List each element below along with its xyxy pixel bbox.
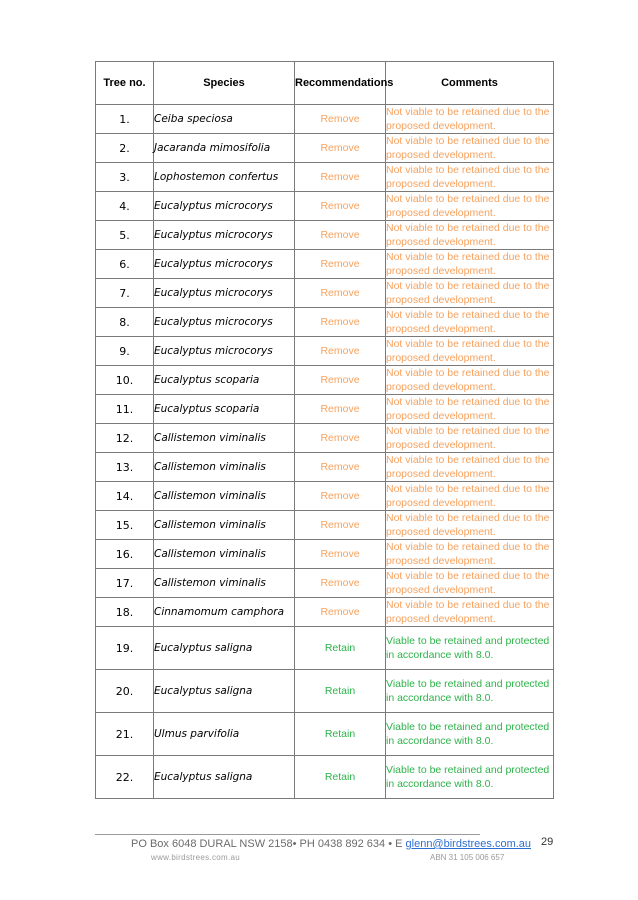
tree-number-cell: 18. <box>96 598 154 627</box>
recommendation-cell: Remove <box>295 569 386 598</box>
header-species: Species <box>154 62 295 105</box>
tree-number-cell: 22. <box>96 756 154 799</box>
tree-number-cell: 1. <box>96 105 154 134</box>
tree-number-cell: 19. <box>96 627 154 670</box>
tree-number-cell: 16. <box>96 540 154 569</box>
footer-divider <box>95 834 480 835</box>
species-cell: Eucalyptus scoparia <box>154 395 295 424</box>
comment-cell: Not viable to be retained due to the proposed development. <box>386 540 554 569</box>
comment-cell: Not viable to be retained due to the proposed development. <box>386 598 554 627</box>
species-cell: Callistemon viminalis <box>154 569 295 598</box>
recommendation-cell: Remove <box>295 250 386 279</box>
species-cell: Eucalyptus microcorys <box>154 337 295 366</box>
tree-number-cell: 2. <box>96 134 154 163</box>
comment-cell: Not viable to be retained due to the proposed development. <box>386 279 554 308</box>
table-row <box>96 598 554 627</box>
comment-cell: Not viable to be retained due to the proposed development. <box>386 337 554 366</box>
page-number: 29 <box>541 836 554 848</box>
table-row <box>96 756 554 799</box>
species-cell: Callistemon viminalis <box>154 482 295 511</box>
species-cell: Cinnamomum camphora <box>154 598 295 627</box>
recommendation-cell: Remove <box>295 424 386 453</box>
recommendation-cell: Remove <box>295 482 386 511</box>
table-row <box>96 366 554 395</box>
tree-number-cell: 12. <box>96 424 154 453</box>
comment-cell: Viable to be retained and protected in accordance with 8.0. <box>386 627 554 670</box>
table-row <box>96 134 554 163</box>
comment-cell: Not viable to be retained due to the proposed development. <box>386 250 554 279</box>
species-cell: Ceiba speciosa <box>154 105 295 134</box>
species-cell: Eucalyptus saligna <box>154 627 295 670</box>
comment-cell: Not viable to be retained due to the proposed development. <box>386 511 554 540</box>
recommendation-cell: Remove <box>295 395 386 424</box>
comment-cell: Viable to be retained and protected in accordance with 8.0. <box>386 756 554 799</box>
recommendation-cell: Remove <box>295 366 386 395</box>
tree-number-cell: 4. <box>96 192 154 221</box>
table-row <box>96 279 554 308</box>
header-comments: Comments <box>386 62 554 105</box>
recommendation-cell: Remove <box>295 163 386 192</box>
comment-cell: Not viable to be retained due to the proposed development. <box>386 134 554 163</box>
recommendation-cell: Remove <box>295 598 386 627</box>
species-cell: Eucalyptus microcorys <box>154 279 295 308</box>
table-row <box>96 192 554 221</box>
recommendation-cell: Remove <box>295 453 386 482</box>
comment-cell: Not viable to be retained due to the proposed development. <box>386 453 554 482</box>
species-cell: Callistemon viminalis <box>154 424 295 453</box>
table-header-row <box>96 62 554 105</box>
species-cell: Ulmus parvifolia <box>154 713 295 756</box>
tree-number-cell: 17. <box>96 569 154 598</box>
recommendation-cell: Retain <box>295 627 386 670</box>
recommendation-cell: Retain <box>295 713 386 756</box>
table-row <box>96 105 554 134</box>
species-cell: Callistemon viminalis <box>154 511 295 540</box>
species-cell: Eucalyptus saligna <box>154 670 295 713</box>
footer-address: PO Box 6048 DURAL NSW 2158• PH 0438 892 634 • E <box>131 838 406 850</box>
recommendation-cell: Remove <box>295 192 386 221</box>
recommendation-cell: Remove <box>295 221 386 250</box>
tree-number-cell: 13. <box>96 453 154 482</box>
table-row <box>96 453 554 482</box>
tree-number-cell: 6. <box>96 250 154 279</box>
tree-number-cell: 8. <box>96 308 154 337</box>
table-row <box>96 569 554 598</box>
species-cell: Callistemon viminalis <box>154 453 295 482</box>
comment-cell: Not viable to be retained due to the proposed development. <box>386 424 554 453</box>
tree-number-cell: 14. <box>96 482 154 511</box>
header-recommendations: Recommendations <box>295 62 386 105</box>
table-row <box>96 482 554 511</box>
comment-cell: Not viable to be retained due to the proposed development. <box>386 366 554 395</box>
table-row <box>96 250 554 279</box>
table-row <box>96 337 554 366</box>
footer-contact <box>131 838 531 850</box>
species-cell: Callistemon viminalis <box>154 540 295 569</box>
species-cell: Eucalyptus microcorys <box>154 308 295 337</box>
species-cell: Eucalyptus microcorys <box>154 221 295 250</box>
header-tree-no: Tree no. <box>96 62 154 105</box>
table-row <box>96 670 554 713</box>
tree-number-cell: 9. <box>96 337 154 366</box>
recommendation-cell: Remove <box>295 134 386 163</box>
species-cell: Lophostemon confertus <box>154 163 295 192</box>
recommendation-cell: Remove <box>295 308 386 337</box>
recommendation-cell: Remove <box>295 540 386 569</box>
recommendation-cell: Retain <box>295 756 386 799</box>
tree-number-cell: 3. <box>96 163 154 192</box>
comment-cell: Viable to be retained and protected in accordance with 8.0. <box>386 713 554 756</box>
tree-number-cell: 11. <box>96 395 154 424</box>
footer-abn: ABN 31 105 006 657 <box>430 853 505 862</box>
species-cell: Eucalyptus microcorys <box>154 250 295 279</box>
recommendation-cell: Remove <box>295 337 386 366</box>
recommendation-cell: Remove <box>295 105 386 134</box>
comment-cell: Not viable to be retained due to the proposed development. <box>386 308 554 337</box>
tree-number-cell: 20. <box>96 670 154 713</box>
tree-recommendations-table <box>95 61 554 799</box>
table-row <box>96 713 554 756</box>
table-row <box>96 424 554 453</box>
tree-number-cell: 5. <box>96 221 154 250</box>
tree-number-cell: 10. <box>96 366 154 395</box>
table-row <box>96 163 554 192</box>
comment-cell: Not viable to be retained due to the proposed development. <box>386 221 554 250</box>
table-row <box>96 221 554 250</box>
table-row <box>96 627 554 670</box>
recommendation-cell: Remove <box>295 279 386 308</box>
tree-number-cell: 21. <box>96 713 154 756</box>
tree-number-cell: 15. <box>96 511 154 540</box>
species-cell: Eucalyptus microcorys <box>154 192 295 221</box>
footer-website[interactable]: www.birdstrees.com.au <box>151 853 240 862</box>
table-row <box>96 308 554 337</box>
table-row <box>96 511 554 540</box>
comment-cell: Viable to be retained and protected in accordance with 8.0. <box>386 670 554 713</box>
tree-number-cell: 7. <box>96 279 154 308</box>
species-cell: Jacaranda mimosifolia <box>154 134 295 163</box>
species-cell: Eucalyptus saligna <box>154 756 295 799</box>
footer-email-link[interactable]: glenn@birdstrees.com.au <box>405 838 532 850</box>
table-row <box>96 395 554 424</box>
comment-cell: Not viable to be retained due to the proposed development. <box>386 569 554 598</box>
comment-cell: Not viable to be retained due to the proposed development. <box>386 105 554 134</box>
table-row <box>96 540 554 569</box>
comment-cell: Not viable to be retained due to the proposed development. <box>386 163 554 192</box>
comment-cell: Not viable to be retained due to the proposed development. <box>386 482 554 511</box>
recommendation-cell: Remove <box>295 511 386 540</box>
species-cell: Eucalyptus scoparia <box>154 366 295 395</box>
comment-cell: Not viable to be retained due to the proposed development. <box>386 192 554 221</box>
comment-cell: Not viable to be retained due to the proposed development. <box>386 395 554 424</box>
recommendation-cell: Retain <box>295 670 386 713</box>
